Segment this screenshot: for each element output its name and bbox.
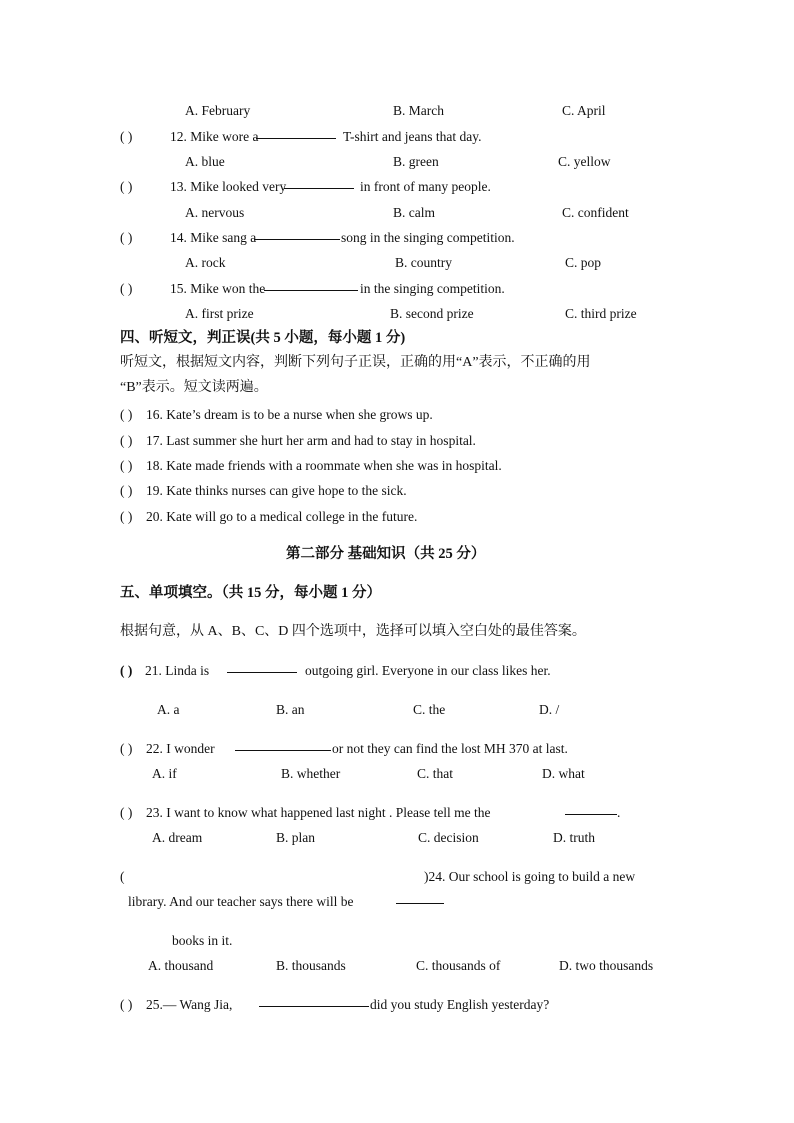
answer-blank[interactable] <box>227 658 297 680</box>
question-text-post: in the singing competition. <box>360 281 505 296</box>
option-d: D. / <box>539 702 560 717</box>
question-19 <box>0 480 794 502</box>
question-text-post: T-shirt and jeans that day. <box>343 129 482 144</box>
q13-options <box>0 202 794 224</box>
question-text-pre: 21. Linda is <box>145 663 210 678</box>
answer-paren[interactable]: ( ) <box>120 483 133 498</box>
q14-options <box>0 252 794 274</box>
q22-options <box>0 763 794 785</box>
option-c: C. third prize <box>565 306 637 321</box>
answer-paren[interactable]: ( ) <box>120 179 133 194</box>
answer-paren[interactable]: ( ) <box>120 805 133 820</box>
question-text-post: outgoing girl. Everyone in our class likes her. <box>305 663 551 678</box>
question-24-line2 <box>0 891 794 913</box>
statement-text: 17. Last summer she hurt her arm and had to stay in hospital. <box>146 433 476 448</box>
statement-text: 20. Kate will go to a medical college in the future. <box>146 509 418 524</box>
question-text-line1: )24. Our school is going to build a new <box>424 869 636 884</box>
q24-options <box>0 955 794 977</box>
answer-paren[interactable]: ( ) <box>120 230 133 245</box>
option-a: A. February <box>185 103 251 118</box>
q11-options <box>0 100 794 122</box>
option-c: C. decision <box>418 830 479 845</box>
section-5-instructions <box>0 621 794 643</box>
option-a: A. first prize <box>185 306 254 321</box>
question-text-pre: 15. Mike won the <box>170 281 266 296</box>
answer-paren-open[interactable]: ( <box>120 869 125 884</box>
section-title: 五、单项填空。（共 15 分，每小题 1 分） <box>120 585 381 601</box>
option-a: A. dream <box>152 830 203 845</box>
question-24 <box>0 866 794 888</box>
answer-paren[interactable]: ( ) <box>120 433 133 448</box>
part-title: 第二部分 基础知识（共 25 分） <box>286 546 486 562</box>
question-text-pre: 12. Mike wore a <box>170 129 259 144</box>
part-2-title <box>0 543 794 565</box>
answer-paren[interactable]: ( ) <box>120 509 133 524</box>
answer-blank[interactable] <box>396 889 444 911</box>
instruction-text: “B”表示。短文读两遍。 <box>120 380 268 395</box>
question-text-post: song in the singing competition. <box>341 230 515 245</box>
question-15 <box>0 278 794 300</box>
question-20 <box>0 506 794 528</box>
option-a: A. a <box>157 702 180 717</box>
option-a: A. nervous <box>185 205 245 220</box>
option-c: C. thousands of <box>416 958 501 973</box>
option-b: B. country <box>395 255 452 270</box>
q15-options <box>0 303 794 325</box>
option-a: A. if <box>152 766 177 781</box>
question-16 <box>0 404 794 426</box>
question-13 <box>0 176 794 198</box>
answer-blank[interactable] <box>264 276 358 298</box>
answer-paren[interactable]: ( ) <box>120 281 133 296</box>
question-14 <box>0 227 794 249</box>
answer-blank[interactable] <box>259 992 369 1014</box>
option-a: A. thousand <box>148 958 214 973</box>
q23-options <box>0 827 794 849</box>
answer-paren[interactable]: ( ) <box>120 741 133 756</box>
option-b: B. thousands <box>276 958 346 973</box>
section-title: 四、听短文，判正误(共 5 小题，每小题 1 分) <box>120 330 406 346</box>
question-text-pre: 23. I want to know what happened last night . Please tell me the <box>146 805 491 820</box>
answer-paren[interactable]: ( ) <box>120 997 133 1012</box>
option-a: A. blue <box>185 154 225 169</box>
question-text-post: . <box>617 805 621 820</box>
answer-blank[interactable] <box>256 124 336 146</box>
option-c: C. that <box>417 766 453 781</box>
instruction-text: 根据句意，从 A、B、C、D 四个选项中，选择可以填入空白处的最佳答案。 <box>120 624 586 639</box>
option-c: C. yellow <box>558 154 611 169</box>
question-text-pre: 13. Mike looked very <box>170 179 287 194</box>
option-c: C. April <box>562 103 606 118</box>
answer-paren[interactable]: ( ) <box>120 129 133 144</box>
option-b: B. green <box>393 154 439 169</box>
option-b: B. second prize <box>390 306 474 321</box>
option-b: B. an <box>276 702 305 717</box>
answer-blank[interactable] <box>284 174 354 196</box>
question-text-line2: library. And our teacher says there will be <box>128 894 354 909</box>
question-23 <box>0 802 794 824</box>
option-d: D. what <box>542 766 585 781</box>
question-text-post: or not they can find the lost MH 370 at last. <box>332 741 568 756</box>
option-b: B. plan <box>276 830 315 845</box>
question-text-line3: books in it. <box>172 933 233 948</box>
instruction-text: 听短文，根据短文内容，判断下列句子正误，正确的用“A”表示，不正确的用 <box>120 355 591 370</box>
answer-paren[interactable]: ( ) <box>120 458 133 473</box>
question-text-pre: 25.— Wang Jia, <box>146 997 233 1012</box>
question-text-post: in front of many people. <box>360 179 491 194</box>
option-b: B. calm <box>393 205 435 220</box>
option-b: B. March <box>393 103 444 118</box>
option-d: D. two thousands <box>559 958 654 973</box>
statement-text: 18. Kate made friends with a roommate when she was in hospital. <box>146 458 502 473</box>
section-4-instructions-2 <box>0 377 794 399</box>
answer-blank[interactable] <box>565 800 617 822</box>
q21-options <box>0 699 794 721</box>
option-b: B. whether <box>281 766 341 781</box>
section-5-title <box>0 582 794 604</box>
statement-text: 16. Kate’s dream is to be a nurse when she grows up. <box>146 407 433 422</box>
question-text-pre: 14. Mike sang a <box>170 230 257 245</box>
option-c: C. the <box>413 702 446 717</box>
option-d: D. truth <box>553 830 595 845</box>
answer-blank[interactable] <box>254 225 340 247</box>
answer-paren[interactable]: ( ) <box>120 663 133 678</box>
question-25 <box>0 994 794 1016</box>
answer-blank[interactable] <box>235 736 331 758</box>
question-17 <box>0 430 794 452</box>
option-a: A. rock <box>185 255 226 270</box>
statement-text: 19. Kate thinks nurses can give hope to the sick. <box>146 483 407 498</box>
question-21 <box>0 660 794 682</box>
q12-options <box>0 151 794 173</box>
section-4-title <box>0 327 794 349</box>
section-4-instructions-1 <box>0 352 794 374</box>
answer-paren[interactable]: ( ) <box>120 407 133 422</box>
question-text-post: did you study English yesterday? <box>370 997 550 1012</box>
question-12 <box>0 126 794 148</box>
option-c: C. confident <box>562 205 629 220</box>
question-24-line3 <box>0 930 794 952</box>
option-c: C. pop <box>565 255 602 270</box>
question-22 <box>0 738 794 760</box>
question-text-pre: 22. I wonder <box>146 741 215 756</box>
question-18 <box>0 455 794 477</box>
